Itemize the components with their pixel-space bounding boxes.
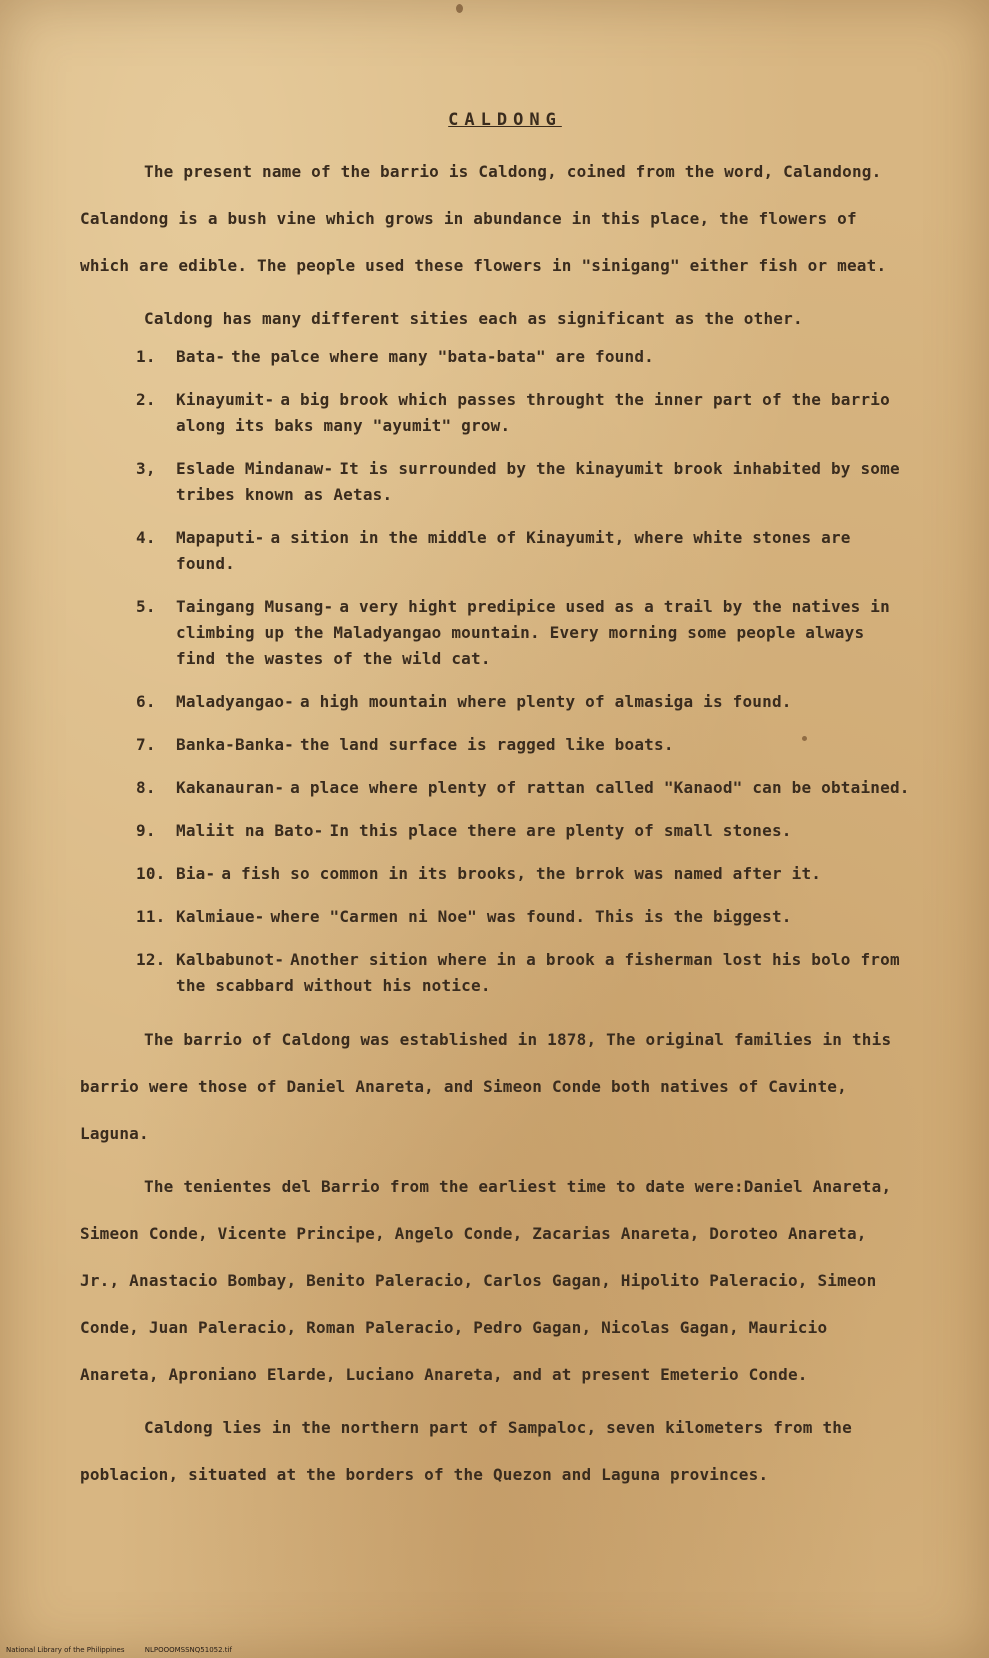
intro-paragraph: The present name of the barrio is Caldong, coined from the word, Calandong. Calandong is a bush vine which grows in abundance in this place, the flowers of which are edible. The people used these flowers in "sinigang" either fish or meat. [80, 162, 887, 275]
sitio-description: a sition in the middle of Kinayumit, where white stones are found. [176, 528, 851, 573]
sitio-name: Taingang Musang- [176, 597, 334, 616]
sitio-list [80, 344, 910, 999]
paper-speck [456, 4, 463, 13]
sitio-name: Kinayumit- [176, 390, 275, 409]
sitios-intro: Caldong has many different sities each as significant as the other. [144, 309, 803, 328]
sitio-item [80, 344, 910, 370]
location-paragraph: Caldong lies in the northern part of Sampaloc, seven kilometers from the poblacion, situated at the borders of the Quezon and Laguna provinces. [80, 1418, 852, 1484]
sitio-text [176, 456, 910, 508]
sitio-text [176, 818, 910, 844]
sitio-description: a high mountain where plenty of almasiga is found. [300, 692, 792, 711]
sitio-description: where "Carmen ni Noe" was found. This is the biggest. [270, 907, 792, 926]
sitio-text [176, 525, 910, 577]
sitio-name: Maliit na Bato- [176, 821, 324, 840]
sitio-item [80, 818, 910, 844]
sitio-text [176, 594, 910, 672]
sitio-item [80, 594, 910, 672]
sitio-item [80, 904, 910, 930]
document-page [80, 110, 910, 1498]
sitio-item [80, 732, 910, 758]
sitio-number: 8. [136, 778, 156, 797]
sitio-number: 2. [136, 390, 156, 409]
sitio-name: Banka-Banka- [176, 735, 294, 754]
sitio-description: Another sition where in a brook a fisherman lost his bolo from the scabbard without his notice. [176, 950, 900, 995]
sitio-number: 1. [136, 347, 156, 366]
sitio-item [80, 689, 910, 715]
sitio-number: 3, [136, 459, 156, 478]
sitio-text [176, 732, 910, 758]
sitio-name: Maladyangao- [176, 692, 294, 711]
sitio-item [80, 525, 910, 577]
scan-footer [6, 1646, 250, 1654]
sitio-item [80, 387, 910, 439]
document-title: CALDONG [448, 110, 562, 130]
sitio-number: 4. [136, 528, 156, 547]
sitio-description: a place where plenty of rattan called "Kanaod" can be obtained. [290, 778, 910, 797]
sitio-item [80, 947, 910, 999]
sitio-text [176, 344, 910, 370]
sitio-description: It is surrounded by the kinayumit brook inhabited by some tribes known as Aetas. [176, 459, 900, 504]
sitio-description: a very hight predipice used as a trail by the natives in climbing up the Maladyangao mountain. Every morning some people always find the wastes of the wild cat. [176, 597, 890, 668]
sitio-number: 6. [136, 692, 156, 711]
sitio-name: Kakanauran- [176, 778, 285, 797]
sitio-number: 9. [136, 821, 156, 840]
sitio-description: a fish so common in its brooks, the brrok was named after it. [221, 864, 822, 883]
sitio-number: 10. [136, 864, 166, 883]
sitio-name: Bata- [176, 347, 226, 366]
sitio-name: Kalbabunot- [176, 950, 285, 969]
sitio-description: In this place there are plenty of small stones. [329, 821, 792, 840]
sitio-item [80, 456, 910, 508]
sitio-name: Eslade Mindanaw- [176, 459, 334, 478]
sitio-text [176, 387, 910, 439]
sitio-item [80, 861, 910, 887]
sitio-text [176, 689, 910, 715]
footer-file-id: NLPOOOMSSNQ51052.tif [144, 1646, 232, 1654]
sitio-text [176, 861, 910, 887]
sitio-name: Kalmiaue- [176, 907, 265, 926]
sitio-description: the land surface is ragged like boats. [300, 735, 674, 754]
sitio-number: 5. [136, 597, 156, 616]
sitio-item [80, 775, 910, 801]
tenientes-paragraph: The tenientes del Barrio from the earliest time to date were:Daniel Anareta, Simeon Conde, Vicente Principe, Angelo Conde, Zacarias Anareta, Doroteo Anareta, Jr., Anastacio Bombay, Benito Paleracio, Carlos Gagan, Hipolito Paleracio, Simeon Conde, Juan Paleracio, Roman Paleracio, Pedro Gagan, Nicolas Gagan, Mauricio Anareta, Aproniano Elarde, Luciano Anareta, and at present Emeterio Conde. [80, 1177, 892, 1384]
footer-source: National Library of the Philippines [6, 1646, 125, 1654]
sitio-description: a big brook which passes throught the inner part of the barrio along its baks many "ayumit" grow. [176, 390, 890, 435]
sitio-description: the palce where many "bata-bata" are found. [231, 347, 654, 366]
sitio-number: 12. [136, 950, 166, 969]
sitio-text [176, 947, 910, 999]
sitio-number: 11. [136, 907, 166, 926]
sitio-name: Bia- [176, 864, 216, 883]
sitio-name: Mapaputi- [176, 528, 265, 547]
history-paragraph: The barrio of Caldong was established in 1878, The original families in this barrio were those of Daniel Anareta, and Simeon Conde both natives of Cavinte, Laguna. [80, 1030, 892, 1143]
sitio-number: 7. [136, 735, 156, 754]
sitio-text [176, 904, 910, 930]
sitio-text [176, 775, 910, 801]
